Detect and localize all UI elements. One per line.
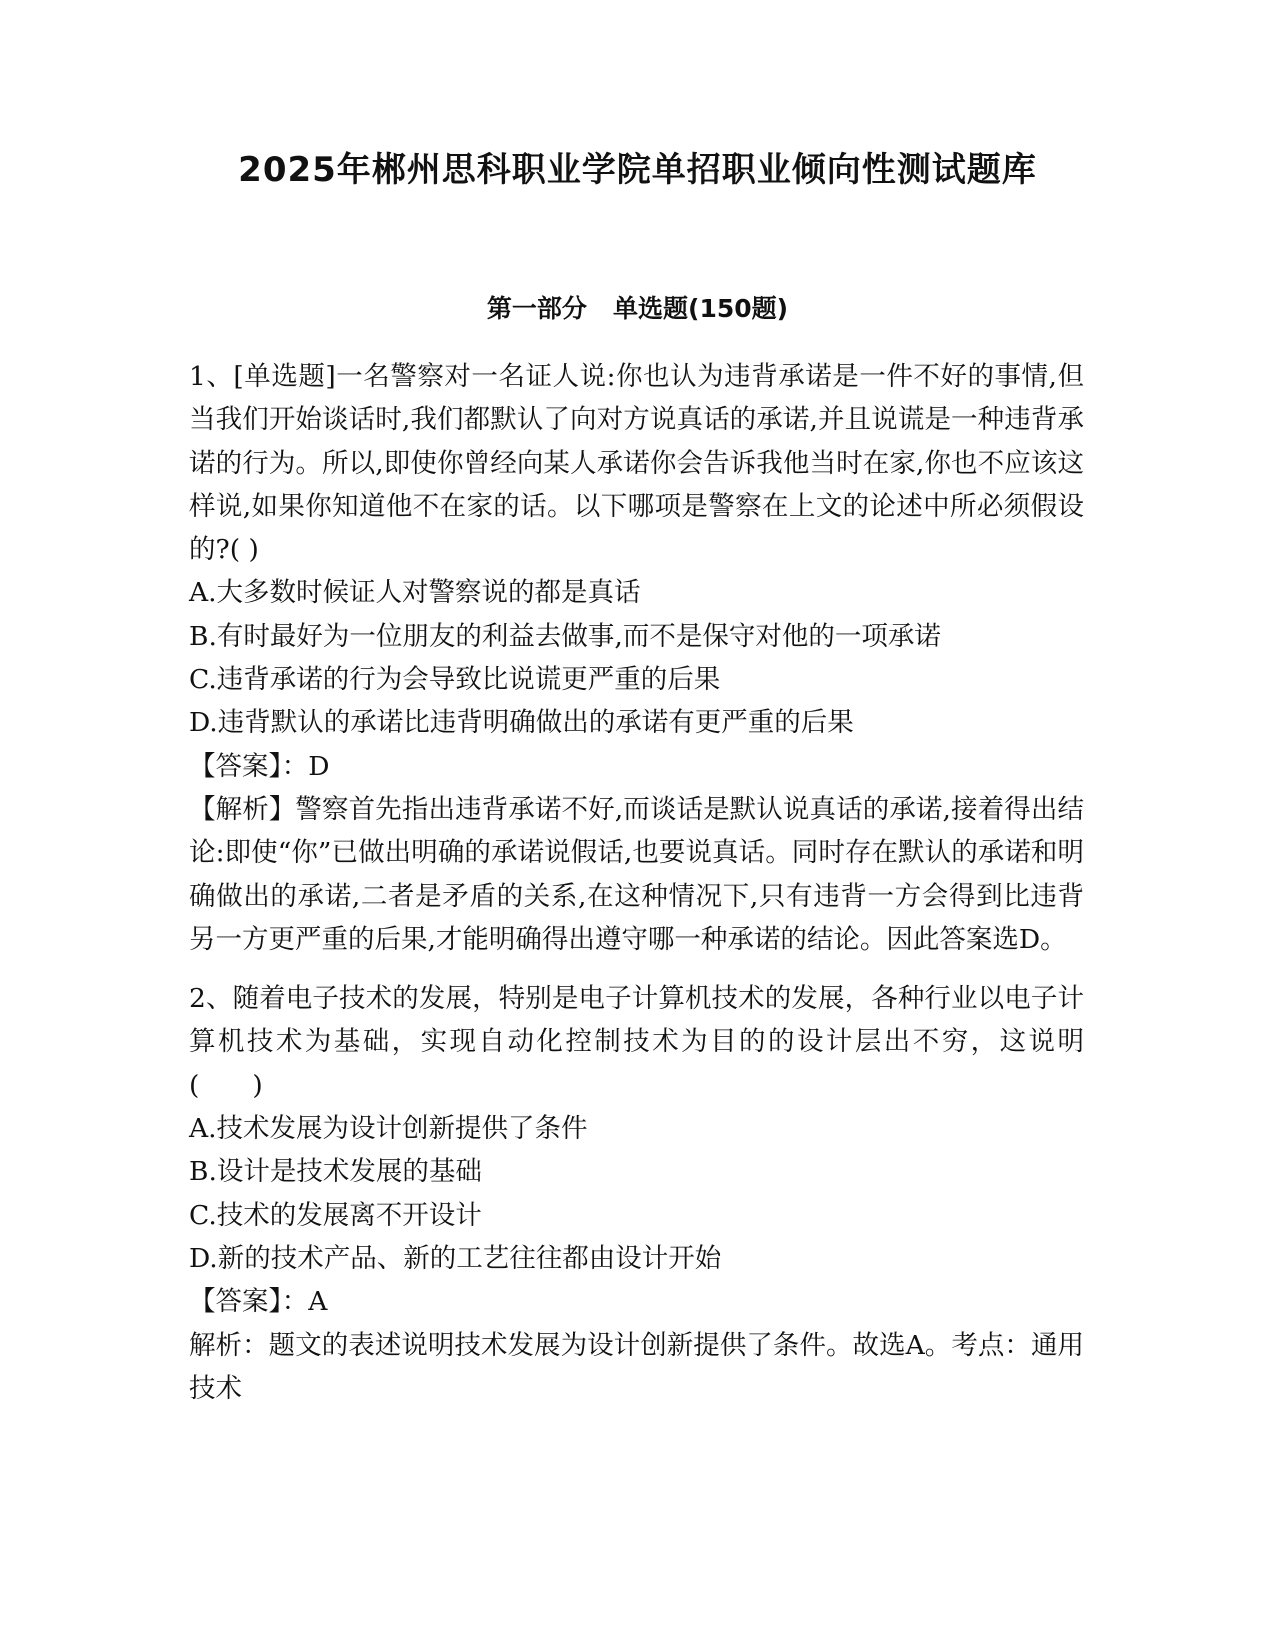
answer-line: 【答案】：D [189, 750, 330, 782]
question-item [189, 977, 1084, 1410]
document-title: 2025年郴州思科职业学院单招职业倾向性测试题库 [238, 150, 1037, 190]
explanation-text: 【解析】警察首先指出违背承诺不好,而谈话是默认说真话的承诺,接着得出结论:即使“你”已做出明确的承诺说假话,也要说真话。同时存在默认的承诺和明确做出的承诺,二者是矛盾的关系,在这种情况下,只有违背一方会得到比违背另一方更严重的后果,才能明确得出遵守哪一种承诺的结论。因此答案选D。 [189, 793, 1084, 955]
option-d: D.新的技术产品、新的工艺往往都由设计开始 [189, 1242, 722, 1274]
answer-line: 【答案】：A [189, 1286, 328, 1318]
question-stem: 2、随着电子技术的发展，特别是电子计算机技术的发展，各种行业以电子计算机技术为基础，实现自动化控制技术为目的的设计层出不穷，这说明( ) [189, 983, 1084, 1101]
option-b: B.设计是技术发展的基础 [189, 1156, 482, 1188]
option-a: A.技术发展为设计创新提供了条件 [189, 1113, 588, 1145]
question-list [189, 355, 1084, 1410]
option-b: B.有时最好为一位朋友的利益去做事,而不是保守对他的一项承诺 [189, 620, 941, 652]
option-c: C.技术的发展离不开设计 [189, 1199, 482, 1231]
option-a: A.大多数时候证人对警察说的都是真话 [189, 577, 641, 609]
question-stem: 1、[单选题]一名警察对一名证人说:你也认为违背承诺是一件不好的事情,但当我们开始谈话时,我们都默认了向对方说真话的承诺,并且说谎是一种违背承诺的行为。所以,即使你曾经向某人承诺你会告诉我他当时在家,你也不应该这样说,如果你知道他不在家的话。以下哪项是警察在上文的论述中所必须假设的?( ) [189, 361, 1084, 566]
option-d: D.违背默认的承诺比违背明确做出的承诺有更严重的后果 [189, 707, 854, 739]
question-item [189, 355, 1084, 961]
section-title: 第一部分 单选题(150题) [486, 294, 789, 323]
option-c: C.违背承诺的行为会导致比说谎更严重的后果 [189, 664, 721, 696]
explanation-text: 解析：题文的表述说明技术发展为设计创新提供了条件。故选A。考点：通用技术 [189, 1329, 1084, 1404]
